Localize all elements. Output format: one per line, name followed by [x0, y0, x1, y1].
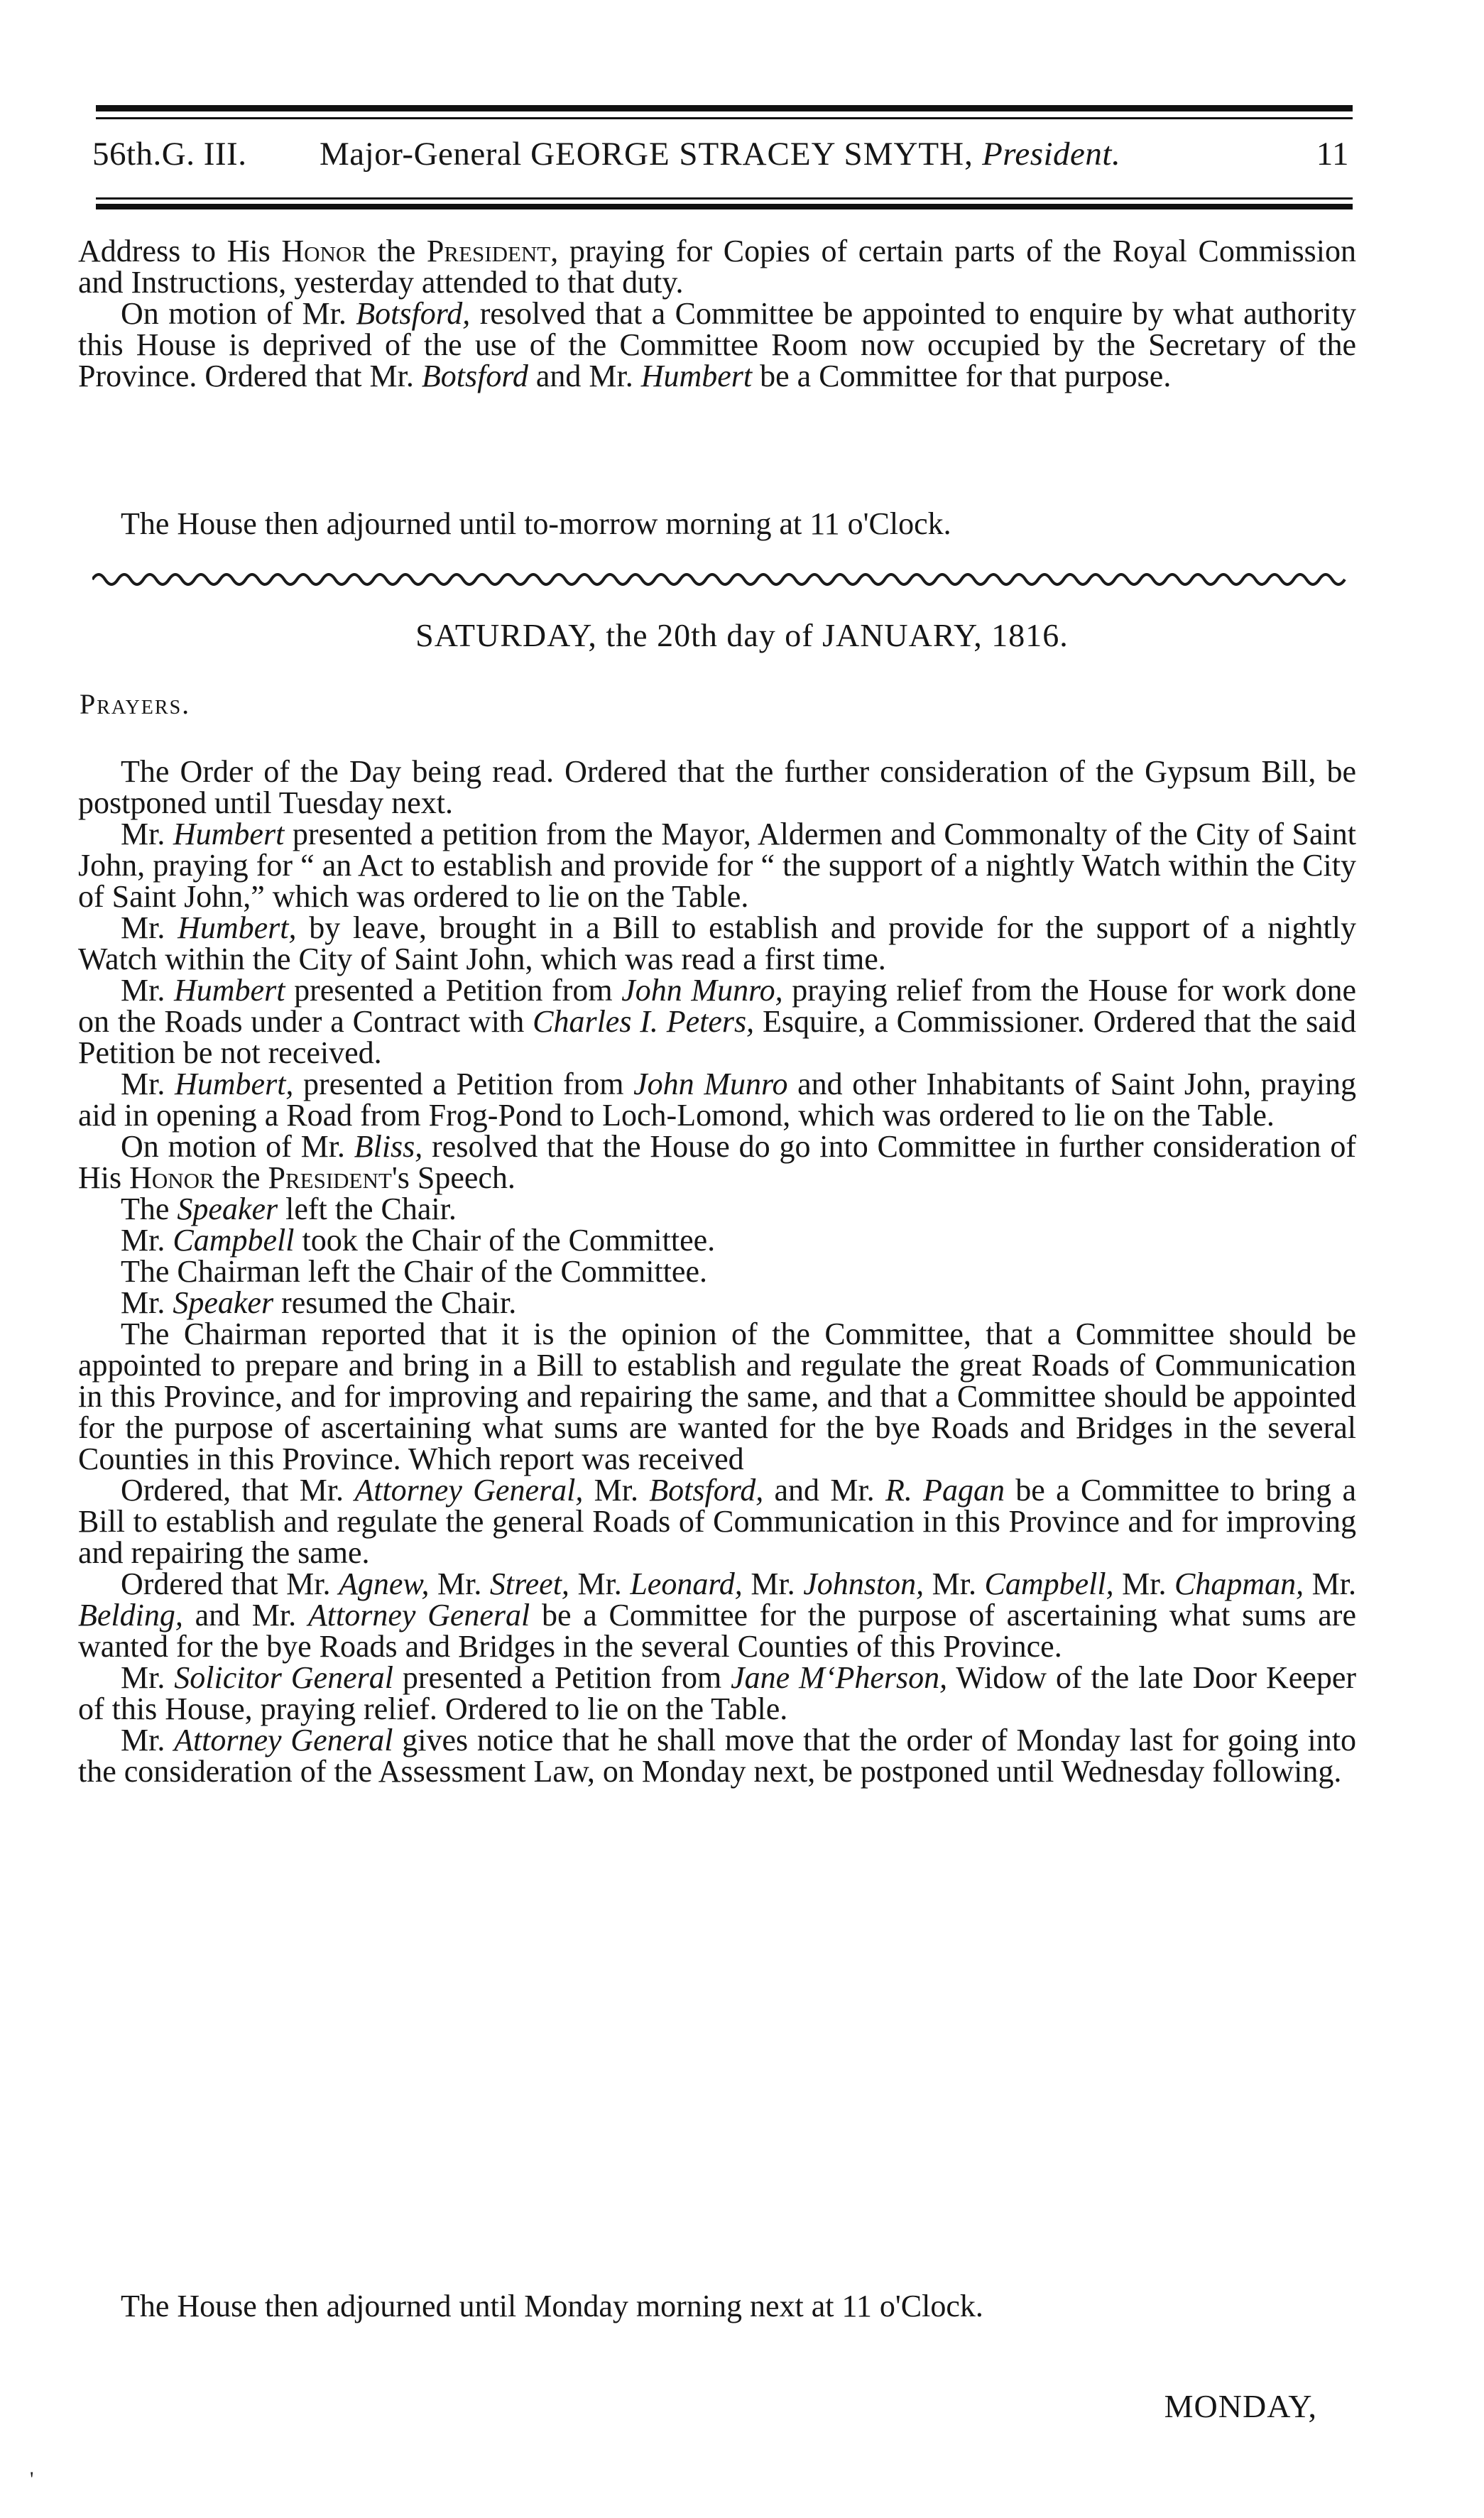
paragraph-chairman-left: The Chairman left the Chair of the Committee.	[121, 1254, 707, 1289]
paragraph-watch-petition: Mr. Humbert presented a petition from the Mayor, Aldermen and Commonalty of the City of Saint John, praying for “ an Act to establish and provide for “ the support of a nightly Watch within the City of Saint John,” which was ordered to lie on the Table.	[78, 817, 1356, 914]
header-rule-top-thick	[96, 105, 1353, 111]
header-rule-bottom-thick	[96, 204, 1353, 209]
paragraph-address-president: Address to His Honor the President, praying for Copies of certain parts of the Royal Commission and Instructions, yesterday attended to that duty.	[78, 234, 1356, 300]
paragraph-gypsum-bill: The Order of the Day being read. Ordered that the further consideration of the Gypsum Bill, be postponed until Tuesday next.	[78, 754, 1356, 820]
prayers-label: Prayers.	[80, 688, 191, 720]
paragraph-assessment-notice: Mr. Attorney General gives notice that he shall move that the order of Monday last for going into the consideration of the Assessment Law, on Monday next, be postponed until Wednesday following.	[78, 1723, 1356, 1789]
header-title-prefix: Major-General	[320, 136, 522, 173]
proceedings-body	[78, 756, 1356, 1787]
adjournment-line-2: The House then adjourned until Monday morning next at 11 o'Clock.	[121, 2289, 983, 2323]
continued-proceedings	[78, 236, 1356, 392]
paragraph-mcpherson-petition: Mr. Solicitor General presented a Petition from Jane M‘Pherson, Widow of the late Door Keeper of this House, praying relief. Ordered to lie on the Table.	[78, 1660, 1357, 1726]
catchword: MONDAY,	[1164, 2388, 1317, 2424]
wavy-divider	[92, 567, 1349, 592]
paragraph-munro-petition: Mr. Humbert presented a Petition from John Munro, praying relief from the House for work done on the Roads under a Contract with Charles I. Peters, Esquire, a Commissioner. Ordered that the said Petition be not received.	[78, 973, 1357, 1070]
paragraph-speaker-resumed: Mr. Speaker resumed the Chair.	[121, 1285, 517, 1320]
header-title-suffix: President.	[982, 136, 1121, 173]
ink-speck-mark: '	[30, 2468, 34, 2491]
header-rule-bottom-thin	[96, 197, 1353, 200]
running-header	[92, 135, 1356, 185]
page-number: 11	[1316, 136, 1349, 173]
paragraph-speaker-left: The Speaker left the Chair.	[121, 1192, 457, 1226]
paragraph-committee-motion: On motion of Mr. Bliss, resolved that the House do go into Committee in further consideration of His Honor the President's Speech.	[78, 1129, 1356, 1195]
date-heading: SATURDAY, the 20th day of JANUARY, 1816.	[415, 617, 1069, 653]
paragraph-watch-bill: Mr. Humbert, by leave, brought in a Bill to establish and provide for the support of a nightly Watch within the City of Saint John, which was read a first time.	[78, 910, 1356, 976]
paragraph-road-petition: Mr. Humbert, presented a Petition from John Munro and other Inhabitants of Saint John, praying aid in opening a Road from Frog-Pond to Loch-Lomond, which was ordered to lie on the Table.	[78, 1067, 1356, 1133]
paragraph-campbell-chair: Mr. Campbell took the Chair of the Committee.	[121, 1223, 716, 1258]
header-title	[320, 135, 1120, 173]
paragraph-committee-room: On motion of Mr. Botsford, resolved that a Committee be appointed to enquire by what authority this House is deprived of the use of the Committee Room now occupied by the Secretary of the Province. Ordered that Mr. Botsford and Mr. Humbert be a Committee for that purpose.	[78, 296, 1356, 393]
session-label: 56th.G. III.	[92, 136, 247, 173]
paragraph-bye-roads-committee: Ordered that Mr. Agnew, Mr. Street, Mr. Leonard, Mr. Johnston, Mr. Campbell, Mr. Chapman, Mr. Belding, and Mr. Attorney General be a Committee for the purpose of ascertaining what sums are wanted for the bye Roads and Bridges in the several Counties of this Province.	[78, 1566, 1356, 1664]
adjournment-line-1: The House then adjourned until to-morrow morning at 11 o'Clock.	[121, 506, 951, 541]
header-rule-top-thin	[96, 117, 1353, 119]
paragraph-committee-report: The Chairman reported that it is the opinion of the Committee, that a Committee should be appointed to prepare and bring in a Bill to establish and regulate the great Roads of Communication in this Province, and for improving and repairing the same, and that a Committee should be appointed for the purpose of ascertaining what sums are wanted for the bye Roads and Bridges in the several Counties in this Province. Which report was received	[78, 1317, 1356, 1476]
president-name: GEORGE STRACEY SMYTH,	[530, 136, 973, 173]
paragraph-roads-committee: Ordered, that Mr. Attorney General, Mr. Botsford, and Mr. R. Pagan be a Committee to bring a Bill to establish and regulate the general Roads of Communication in this Province and for improving and repairing the same.	[78, 1473, 1356, 1570]
